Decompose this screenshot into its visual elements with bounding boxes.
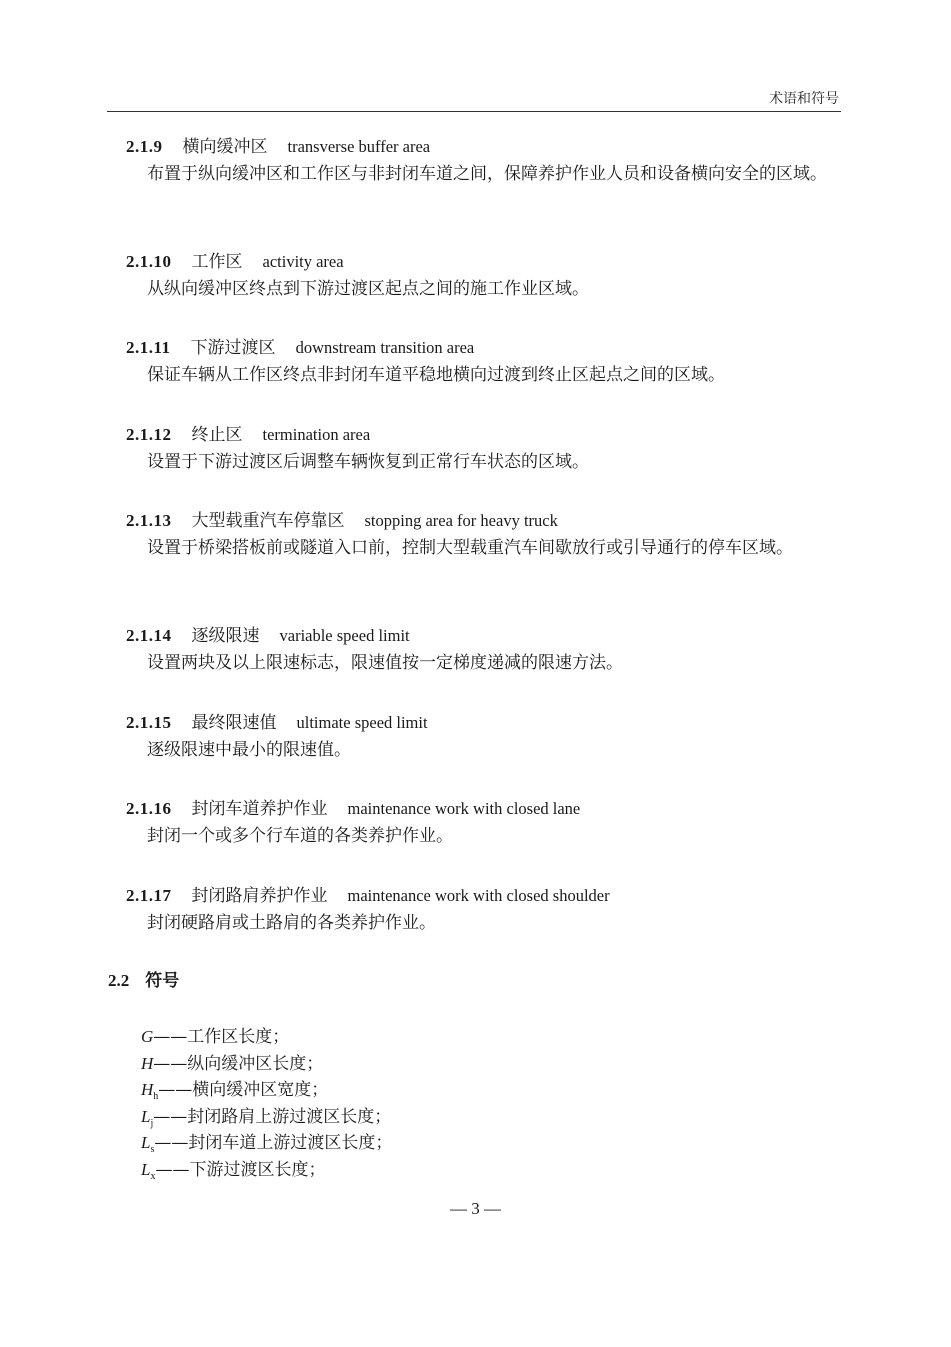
term-english: termination area	[262, 425, 371, 444]
symbol-dash: ——	[153, 1027, 188, 1047]
term-heading	[126, 794, 580, 819]
term-heading	[126, 881, 610, 906]
term-chinese: 封闭车道养护作业	[191, 799, 328, 819]
symbol-item	[141, 1024, 392, 1051]
term-heading	[126, 247, 344, 272]
symbol-dash: ——	[153, 1053, 188, 1074]
term-number: 2.1.11	[126, 338, 171, 357]
symbol-description: 横向缓冲区宽度；	[192, 1080, 329, 1100]
symbol-subscript: h	[153, 1091, 159, 1102]
page-number: — 3 —	[450, 1199, 501, 1218]
term-chinese: 大型载重汽车停靠区	[191, 511, 345, 531]
symbol-item	[141, 1130, 392, 1157]
term-number: 2.1.16	[126, 799, 172, 818]
term-chinese: 横向缓冲区	[182, 137, 268, 157]
symbol-description: 封闭路肩上游过渡区长度；	[187, 1106, 392, 1127]
term-english: activity area	[262, 252, 344, 271]
term-heading	[126, 506, 558, 531]
symbol-letter: G	[141, 1027, 154, 1046]
symbol-dash: ——	[158, 1080, 193, 1100]
symbol-letter: L	[141, 1159, 151, 1179]
symbol-dash: ——	[153, 1106, 188, 1127]
term-number: 2.1.14	[126, 626, 172, 645]
section-title: 符号	[145, 971, 180, 991]
term-english: variable speed limit	[279, 626, 410, 645]
term-english: transverse buffer area	[287, 137, 431, 156]
term-definition: 封闭硬路肩或土路肩的各类养护作业。	[147, 913, 436, 933]
term-chinese: 工作区	[191, 252, 243, 272]
term-chinese: 逐级限速	[191, 626, 260, 646]
term-english: ultimate speed limit	[296, 713, 428, 732]
term-heading	[126, 708, 428, 733]
term-definition: 设置两块及以上限速标志，限速值按一定梯度递减的限速方法。	[147, 653, 623, 673]
term-number: 2.1.13	[126, 511, 172, 530]
term-heading	[126, 333, 474, 358]
symbol-description: 封闭车道上游过渡区长度；	[188, 1133, 393, 1153]
term-number: 2.1.9	[126, 137, 163, 156]
term-number: 2.1.12	[126, 425, 172, 444]
term-definition: 设置于桥梁搭板前或隧道入口前，控制大型载重汽车间歇放行或引导通行的停车区域。	[147, 538, 793, 558]
term-number: 2.1.17	[126, 886, 172, 905]
symbol-list	[141, 1024, 392, 1183]
symbol-subscript: s	[150, 1144, 155, 1155]
term-english: maintenance work with closed shoulder	[347, 886, 610, 905]
section-heading	[108, 966, 179, 991]
term-definition: 布置于纵向缓冲区和工作区与非封闭车道之间，保障养护作业人员和设备横向安全的区域。	[147, 164, 827, 184]
term-number: 2.1.15	[126, 713, 172, 732]
symbol-item	[141, 1077, 392, 1104]
term-heading	[126, 420, 370, 445]
term-chinese: 终止区	[191, 425, 243, 445]
symbol-subscript: x	[150, 1170, 156, 1182]
symbol-item	[141, 1051, 392, 1078]
symbol-letter: L	[141, 1106, 151, 1126]
symbol-description: 下游过渡区长度；	[189, 1159, 326, 1180]
symbol-description: 纵向缓冲区长度；	[187, 1053, 324, 1074]
symbol-letter: H	[141, 1053, 154, 1073]
symbol-description: 工作区长度；	[187, 1027, 290, 1047]
term-definition: 设置于下游过渡区后调整车辆恢复到正常行车状态的区域。	[147, 452, 589, 472]
symbol-item	[141, 1157, 392, 1184]
term-english: downstream transition area	[295, 338, 475, 357]
symbol-letter: H	[141, 1080, 154, 1099]
term-definition: 保证车辆从工作区终点非封闭车道平稳地横向过渡到终止区起点之间的区域。	[147, 365, 725, 385]
term-definition: 封闭一个或多个行车道的各类养护作业。	[147, 826, 453, 846]
term-chinese: 下游过渡区	[190, 338, 276, 358]
term-definition: 逐级限速中最小的限速值。	[147, 740, 351, 760]
symbol-dash: ——	[155, 1159, 190, 1180]
symbol-subscript: j	[150, 1117, 154, 1129]
term-definition: 从纵向缓冲区终点到下游过渡区起点之间的施工作业区域。	[147, 279, 589, 299]
section-number: 2.2	[108, 971, 130, 990]
term-english: stopping area for heavy truck	[364, 511, 558, 530]
symbol-dash: ——	[154, 1133, 189, 1153]
term-chinese: 封闭路肩养护作业	[191, 886, 328, 906]
term-heading	[126, 621, 410, 646]
symbol-letter: L	[141, 1133, 151, 1152]
running-title: 术语和符号	[769, 91, 839, 107]
term-english: maintenance work with closed lane	[347, 799, 581, 818]
term-number: 2.1.10	[126, 252, 172, 271]
term-heading	[126, 132, 430, 157]
term-chinese: 最终限速值	[191, 713, 277, 733]
symbol-item	[141, 1104, 392, 1131]
header-rule	[107, 111, 841, 112]
